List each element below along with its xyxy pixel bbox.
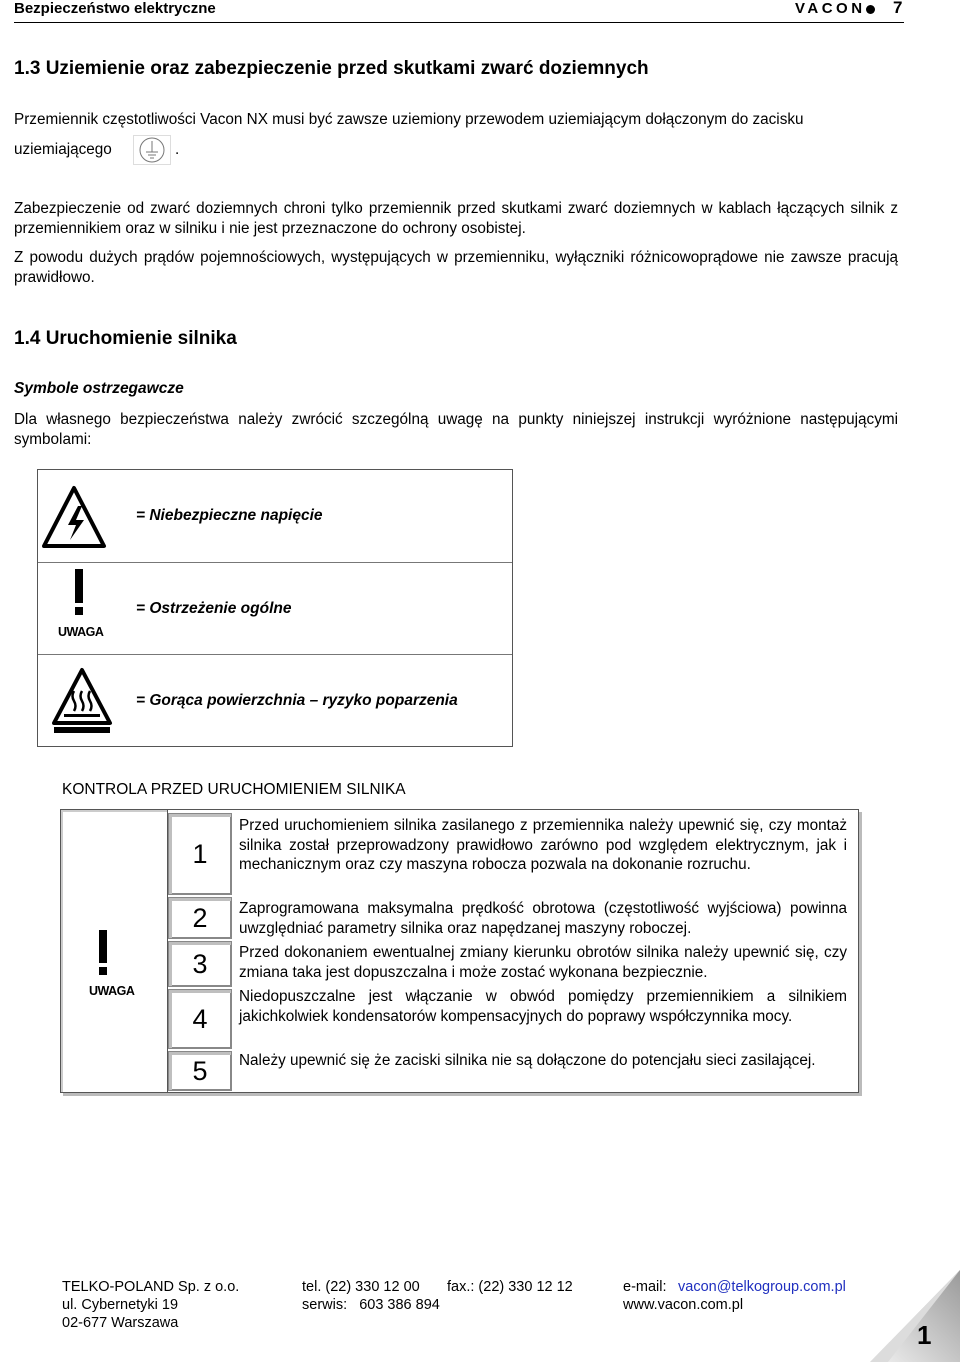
para-ground-end: . <box>175 141 180 158</box>
checklist-warning-cell <box>61 810 168 1092</box>
symbol-row-voltage <box>38 470 512 562</box>
para-ground-line2: uziemiającego <box>14 141 112 158</box>
symbols-table <box>37 469 513 747</box>
footer-fax: fax.: (22) 330 12 12 <box>447 1279 573 1295</box>
checklist-number-1: 1 <box>168 813 232 895</box>
checklist-number-4: 4 <box>168 989 232 1049</box>
checklist-item-5: Należy upewnić się że zaciski silnika nie są dołączone do potencjału sieci zasilającej. <box>239 1052 816 1069</box>
checklist-item-3: Przed dokonaniem ewentualnej zmiany kierunku obrotów silnika należy upewnić się, czy zmiana taka jest dopuszczalna i może zostać wykonana bezpiecznie. <box>239 944 847 981</box>
footer-street: ul. Cybernetyki 19 <box>62 1297 179 1313</box>
corner-page-curl <box>860 1270 960 1362</box>
header-page-number: 7 <box>893 0 903 17</box>
ground-terminal-icon <box>133 135 171 165</box>
checklist-table <box>60 809 859 1093</box>
header-title: Bezpieczeństwo elektryczne <box>14 0 216 17</box>
footer-service: serwis: 603 386 894 <box>302 1297 440 1313</box>
symbol-label-general: = Ostrzeżenie ogólne <box>136 600 292 617</box>
footer-company: TELKO-POLAND Sp. z o.o. <box>62 1279 240 1295</box>
checklist-item-4: Niedopuszczalne jest włączanie w obwód pomiędzy przemiennikiem a silnikiem jakichkolwiek kondensatorów kompensacyjnych do poprawy współczynnika mocy. <box>239 988 847 1025</box>
para-earth-fault: Zabezpieczenie od zwarć doziemnych chroni tylko przemiennik przed skutkami zwarć doziemnych w kablach łączących silnik z przemiennikiem oraz w silniku i nie jest przeznaczone do ochrony osobistej. <box>14 200 898 237</box>
checklist-item-1: Przed uruchomieniem silnika zasilanego z przemiennika należy upewnić się, czy montaż silnika został przeprowadzony prawidłowo zarówno pod względem elektrycznym, jak i mechanicznym oraz czy maszyna robocza pozwala na dokonanie rozruchu. <box>239 817 847 873</box>
section-1-4-heading: 1.4 Uruchomienie silnika <box>14 328 237 349</box>
header-brand: VACON <box>795 0 866 17</box>
checklist-item-2: Zaprogramowana maksymalna prędkość obrotowa (częstotliwość wyjściowa) powinna uwzględniać parametry silnika oraz napędzanej maszyny roboczej. <box>239 900 847 937</box>
checklist-number-3: 3 <box>168 941 232 987</box>
section-1-3-heading: 1.3 Uziemienie oraz zabezpieczenie przed skutkami zwarć doziemnych <box>14 58 649 79</box>
symbol-row-hot <box>38 654 512 747</box>
symbol-row-general <box>38 562 512 655</box>
checklist-warning-icon <box>91 928 115 983</box>
checklist-number-2: 2 <box>168 897 232 939</box>
hot-surface-icon <box>38 655 128 747</box>
checklist-number-5: 5 <box>168 1051 232 1091</box>
footer-email-label: e-mail: <box>623 1279 667 1295</box>
general-warning-caption: UWAGA <box>58 625 104 639</box>
para-ground-line1: Przemiennik częstotliwości Vacon NX musi być zawsze uziemiony przewodem uziemiającym dołączonym do zacisku <box>14 111 804 128</box>
general-warning-icon <box>38 563 128 655</box>
checklist-title: KONTROLA PRZED URUCHOMIENIEM SILNIKA <box>62 781 406 798</box>
footer-email-link[interactable]: vacon@telkogroup.com.pl <box>678 1279 846 1295</box>
checklist-warning-caption: UWAGA <box>89 984 135 998</box>
high-voltage-icon <box>38 470 128 562</box>
footer-tel: tel. (22) 330 12 00 <box>302 1279 420 1295</box>
para-rcd: Z powodu dużych prądów pojemnościowych, występujących w przemienniku, wyłączniki różnicowoprądowe nie zawsze pracują prawidłowo. <box>14 249 898 286</box>
corner-number: 1 <box>917 1320 932 1350</box>
header-rule <box>14 22 904 23</box>
symbol-label-voltage: = Niebezpieczne napięcie <box>136 507 323 524</box>
warning-symbols-subheading: Symbole ostrzegawcze <box>14 380 184 397</box>
footer-www-link[interactable]: www.vacon.com.pl <box>623 1297 744 1313</box>
header-bullet <box>866 5 875 14</box>
symbols-intro: Dla własnego bezpieczeństwa należy zwrócić szczególną uwagę na punkty niniejszej instrukcji wyróżnione następującymi symbolami: <box>14 411 898 448</box>
footer-city: 02-677 Warszawa <box>62 1315 179 1331</box>
symbol-label-hot: = Gorąca powierzchnia – ryzyko poparzenia <box>136 692 458 709</box>
